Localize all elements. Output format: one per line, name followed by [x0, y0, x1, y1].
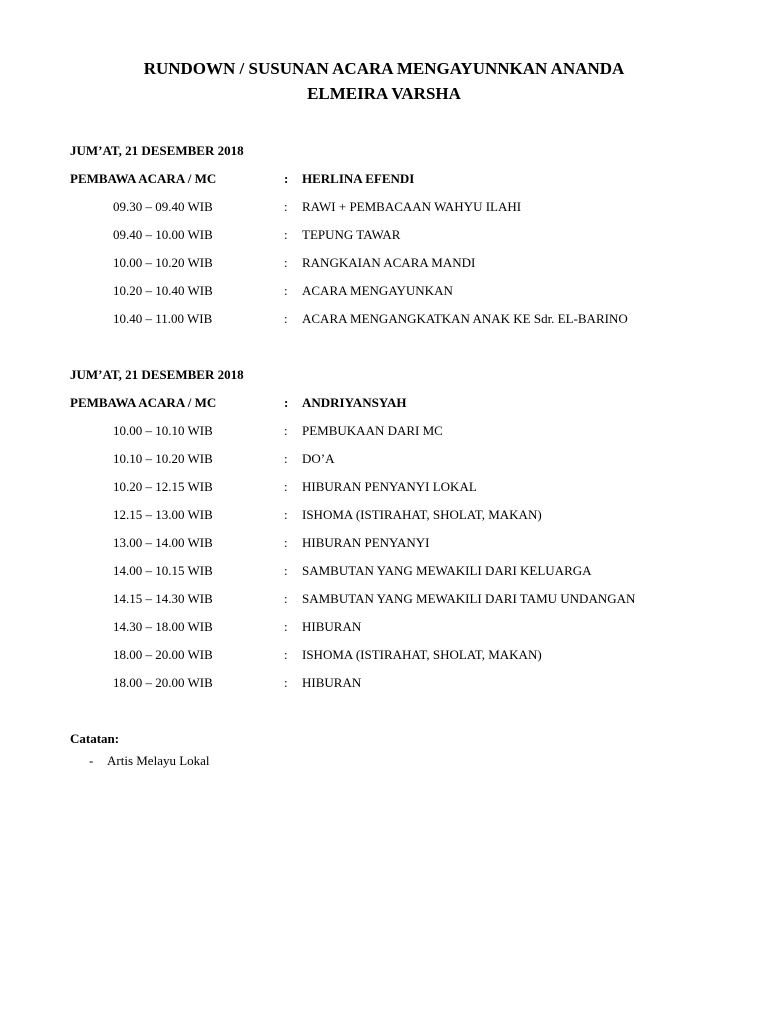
- mc-separator: :: [284, 171, 289, 186]
- schedule-separator: :: [284, 227, 288, 242]
- schedule-time: 18.00 – 20.00 WIB: [113, 647, 213, 662]
- schedule-activity: HIBURAN: [302, 619, 362, 634]
- schedule-separator: :: [284, 451, 288, 466]
- schedule-time: 10.00 – 10.10 WIB: [113, 423, 213, 438]
- schedule-activity: ACARA MENGAYUNKAN: [302, 283, 453, 298]
- title-line-1: RUNDOWN / SUSUNAN ACARA MENGAYUNNKAN ANANDA: [143, 59, 625, 78]
- schedule-time: 10.20 – 12.15 WIB: [113, 479, 213, 494]
- schedule-separator: :: [284, 675, 288, 690]
- notes-bullet: -: [89, 753, 94, 768]
- section-date: JUM’AT, 21 DESEMBER 2018: [70, 367, 244, 382]
- schedule-separator: :: [284, 619, 288, 634]
- mc-label: PEMBAWA ACARA / MC: [70, 171, 217, 186]
- schedule-activity: PEMBUKAAN DARI MC: [302, 423, 443, 438]
- notes-item: [89, 751, 210, 771]
- schedule-separator: :: [284, 199, 288, 214]
- schedule-time: 14.30 – 18.00 WIB: [113, 619, 213, 634]
- schedule-separator: :: [284, 647, 288, 662]
- schedule-separator: :: [284, 255, 288, 270]
- document-title: [0, 56, 768, 106]
- schedule-separator: :: [284, 563, 288, 578]
- schedule-activity: HIBURAN PENYANYI LOKAL: [302, 479, 477, 494]
- schedule-time: 10.10 – 10.20 WIB: [113, 451, 213, 466]
- mc-separator: :: [284, 395, 289, 410]
- notes-title: Catatan:: [70, 731, 120, 746]
- schedule-time: 13.00 – 14.00 WIB: [113, 535, 213, 550]
- schedule-activity: HIBURAN: [302, 675, 362, 690]
- mc-name: HERLINA EFENDI: [302, 171, 415, 186]
- schedule-separator: :: [284, 283, 288, 298]
- schedule-separator: :: [284, 479, 288, 494]
- schedule-time: 12.15 – 13.00 WIB: [113, 507, 213, 522]
- title-line-2: ELMEIRA VARSHA: [307, 84, 461, 103]
- schedule-activity: SAMBUTAN YANG MEWAKILI DARI TAMU UNDANGAN: [302, 591, 636, 606]
- schedule-activity: RANGKAIAN ACARA MANDI: [302, 255, 476, 270]
- mc-label: PEMBAWA ACARA / MC: [70, 395, 217, 410]
- schedule-activity: SAMBUTAN YANG MEWAKILI DARI KELUARGA: [302, 563, 592, 578]
- schedule-separator: :: [284, 311, 288, 326]
- schedule-time: 14.00 – 10.15 WIB: [113, 563, 213, 578]
- schedule-activity: HIBURAN PENYANYI: [302, 535, 430, 550]
- schedule-separator: :: [284, 591, 288, 606]
- schedule-time: 10.20 – 10.40 WIB: [113, 283, 213, 298]
- schedule-activity: ISHOMA (ISTIRAHAT, SHOLAT, MAKAN): [302, 507, 542, 522]
- section-date: JUM’AT, 21 DESEMBER 2018: [70, 143, 244, 158]
- schedule-time: 09.30 – 09.40 WIB: [113, 199, 213, 214]
- schedule-separator: :: [284, 535, 288, 550]
- schedule-activity: ISHOMA (ISTIRAHAT, SHOLAT, MAKAN): [302, 647, 542, 662]
- mc-name: ANDRIYANSYAH: [302, 395, 407, 410]
- schedule-activity: ACARA MENGANGKATKAN ANAK KE Sdr. EL-BARINO: [302, 311, 628, 326]
- schedule-activity: DO’A: [302, 451, 335, 466]
- schedule-time: 10.00 – 10.20 WIB: [113, 255, 213, 270]
- schedule-time: 09.40 – 10.00 WIB: [113, 227, 213, 242]
- schedule-time: 18.00 – 20.00 WIB: [113, 675, 213, 690]
- schedule-time: 14.15 – 14.30 WIB: [113, 591, 213, 606]
- schedule-activity: TEPUNG TAWAR: [302, 227, 401, 242]
- schedule-activity: RAWI + PEMBACAAN WAHYU ILAHI: [302, 199, 522, 214]
- notes-item-text: Artis Melayu Lokal: [107, 753, 210, 768]
- schedule-separator: :: [284, 423, 288, 438]
- schedule-time: 10.40 – 11.00 WIB: [113, 311, 213, 326]
- schedule-separator: :: [284, 507, 288, 522]
